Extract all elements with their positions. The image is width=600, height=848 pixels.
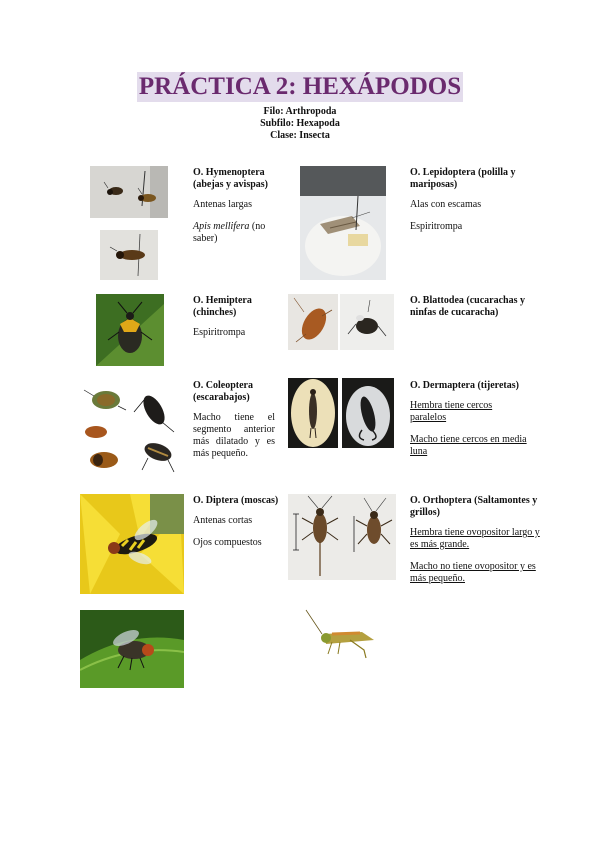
dermaptera-heading: O. Dermaptera (tijeretas) [410,380,519,391]
blattodea-text [410,295,542,327]
dermaptera-photo-female [288,378,338,448]
hymenoptera-photo-wasps [90,166,168,218]
lepidoptera-text [410,167,538,243]
orthoptera-photo-grasshopper [302,606,384,660]
diptera-photo-housefly [80,610,184,688]
blattodea-photo-nymph [340,294,394,350]
coleoptera-text [193,380,275,470]
diptera-text [193,495,285,559]
blattodea-heading: O. Blattodea (cucarachas y ninfas de cucaracha) [410,295,525,318]
dermaptera-trait-1: Hembra tiene cercos paralelos [410,400,493,423]
hymenoptera-trait-1: Antenas largas [193,199,252,210]
hemiptera-photo [96,294,164,366]
hymenoptera-text [193,167,285,255]
lepidoptera-trait-2: Espiritrompa [410,221,463,232]
diptera-heading: O. Diptera (moscas) [193,495,279,506]
lepidoptera-photo [300,166,386,280]
coleoptera-trait-1: Macho tiene el segmento anterior más dilatado y es más pequeño. [193,412,275,459]
blattodea-photo-cockroach [288,294,338,350]
dermaptera-trait-2: Macho tiene cercos en media luna [410,434,527,457]
coleoptera-heading: O. Coleoptera (escarabajos) [193,380,253,403]
diptera-trait-1: Antenas cortas [193,515,253,526]
orthoptera-trait-2: Macho no tiene ovopositor y es más pequeño. [410,561,536,584]
subphylum-label: Subfilo: Hexapoda [260,118,340,129]
class-label: Clase: Insecta [270,130,330,141]
orthoptera-photo-crickets [288,494,396,580]
dermaptera-photo-male [342,378,394,448]
orthoptera-text [410,495,542,595]
hemiptera-text [193,295,285,349]
diptera-trait-2: Ojos compuestos [193,537,262,548]
hymenoptera-photo-bee [100,230,158,280]
lepidoptera-heading: O. Lepidoptera (polilla y mariposas) [410,167,516,190]
lepidoptera-trait-1: Alas con escamas [410,199,482,210]
hemiptera-heading: O. Hemiptera (chinches) [193,295,252,318]
hymenoptera-species-note [193,221,285,245]
phylum-label: Filo: Arthropoda [263,106,337,117]
species-name: Apis mellifera [193,221,250,232]
dermaptera-text [410,380,530,468]
orthoptera-heading: O. Orthoptera (Saltamontes y grillos) [410,495,538,518]
coleoptera-photo [78,378,182,482]
orthoptera-trait-1: Hembra tiene ovopositor largo y es más grande. [410,527,540,550]
hymenoptera-heading: O. Hymenoptera (abejas y avispas) [193,167,269,190]
diptera-photo-hoverfly [80,494,184,594]
hemiptera-trait-1: Espiritrompa [193,327,246,338]
species-note: (no saber) [193,221,266,244]
page-title: PRÁCTICA 2: HEXÁPODOS [138,73,462,100]
